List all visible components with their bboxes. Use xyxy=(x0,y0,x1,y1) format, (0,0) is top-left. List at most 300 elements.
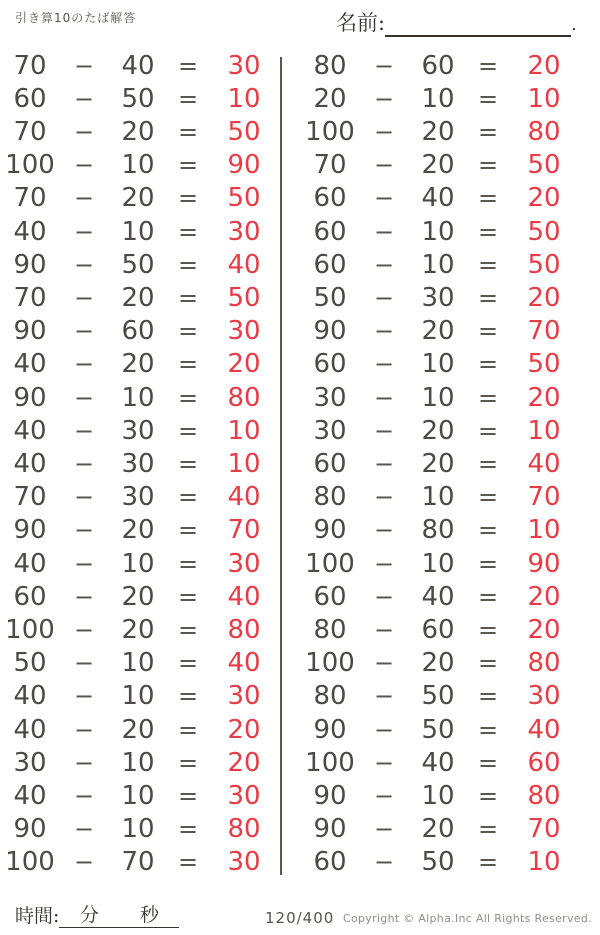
equals-icon: = xyxy=(477,383,499,412)
minuend: 80 xyxy=(313,50,347,81)
equals-icon: = xyxy=(177,450,199,479)
minus-icon: − xyxy=(373,317,395,346)
minuend: 60 xyxy=(313,349,347,380)
minus-icon: − xyxy=(373,151,395,180)
answer: 20 xyxy=(527,615,561,646)
subtrahend: 30 xyxy=(121,415,155,446)
equals-icon: = xyxy=(477,582,499,611)
subtrahend: 10 xyxy=(421,548,455,579)
answer: 80 xyxy=(527,781,561,812)
equals-icon: = xyxy=(477,450,499,479)
minus-icon: − xyxy=(73,284,95,313)
answer: 80 xyxy=(527,648,561,679)
minuend: 100 xyxy=(5,150,55,181)
subtrahend: 30 xyxy=(121,449,155,480)
answer: 20 xyxy=(527,183,561,214)
minuend: 60 xyxy=(313,581,347,612)
answer: 40 xyxy=(227,249,261,280)
problem-row xyxy=(0,348,280,381)
equals-icon: = xyxy=(177,184,199,213)
problem-row xyxy=(0,248,280,281)
equals-icon: = xyxy=(477,715,499,744)
minus-icon: − xyxy=(73,815,95,844)
problem-row xyxy=(300,182,580,215)
equals-icon: = xyxy=(177,748,199,777)
subtrahend: 20 xyxy=(121,283,155,314)
minuend: 90 xyxy=(313,714,347,745)
equals-icon: = xyxy=(177,483,199,512)
equals-icon: = xyxy=(477,682,499,711)
minuend: 90 xyxy=(13,382,47,413)
subtrahend: 40 xyxy=(421,747,455,778)
problem-row xyxy=(0,182,280,215)
answer: 50 xyxy=(527,150,561,181)
problem-row xyxy=(0,746,280,779)
answer: 20 xyxy=(227,349,261,380)
equals-icon: = xyxy=(177,616,199,645)
minuend: 90 xyxy=(313,814,347,845)
minus-icon: − xyxy=(373,450,395,479)
equals-icon: = xyxy=(177,782,199,811)
column-divider xyxy=(280,57,282,875)
problem-row xyxy=(300,348,580,381)
equals-icon: = xyxy=(177,217,199,246)
minuend: 90 xyxy=(13,316,47,347)
answer: 70 xyxy=(227,515,261,546)
minuend: 100 xyxy=(305,117,355,147)
minuend: 100 xyxy=(305,548,355,579)
time-blank-line xyxy=(59,904,179,928)
minuend: 100 xyxy=(5,615,55,646)
minus-icon: − xyxy=(373,483,395,512)
problems-column-right xyxy=(300,49,580,879)
subtrahend: 10 xyxy=(121,648,155,679)
subtrahend: 20 xyxy=(121,615,155,646)
name-blank-line xyxy=(385,13,571,37)
equals-icon: = xyxy=(177,250,199,279)
minuend: 90 xyxy=(13,814,47,845)
minus-icon: − xyxy=(373,250,395,279)
minuend: 40 xyxy=(13,349,47,380)
problem-row xyxy=(300,49,580,82)
equals-icon: = xyxy=(177,118,199,146)
answer: 20 xyxy=(527,382,561,413)
answer: 30 xyxy=(227,681,261,712)
subtrahend: 60 xyxy=(121,316,155,347)
answer: 50 xyxy=(227,117,261,147)
answer: 20 xyxy=(527,50,561,81)
minuend: 100 xyxy=(305,648,355,679)
problem-row xyxy=(0,846,280,879)
subtrahend: 60 xyxy=(421,50,455,81)
minuend: 90 xyxy=(13,249,47,280)
problem-row xyxy=(0,779,280,812)
problem-row xyxy=(0,215,280,248)
equals-icon: = xyxy=(477,748,499,777)
minus-icon: − xyxy=(73,516,95,545)
subtrahend: 30 xyxy=(121,482,155,513)
minuend: 30 xyxy=(13,747,47,778)
answer: 40 xyxy=(227,581,261,612)
problem-row xyxy=(300,547,580,580)
minus-icon: − xyxy=(73,616,95,645)
minuend: 70 xyxy=(13,482,47,513)
answer: 50 xyxy=(227,183,261,214)
answer: 10 xyxy=(527,83,561,114)
minuend: 40 xyxy=(13,415,47,446)
subtrahend: 30 xyxy=(421,283,455,314)
subtrahend: 20 xyxy=(421,150,455,181)
subtrahend: 10 xyxy=(121,781,155,812)
answer: 30 xyxy=(227,847,261,878)
minuend: 20 xyxy=(313,83,347,114)
name-line-period: . xyxy=(571,14,577,35)
subtrahend: 20 xyxy=(421,449,455,480)
minuend: 50 xyxy=(13,648,47,679)
problem-row xyxy=(0,647,280,680)
minuend: 100 xyxy=(5,847,55,878)
minus-icon: − xyxy=(73,549,95,578)
problem-row xyxy=(0,547,280,580)
problem-row xyxy=(300,315,580,348)
minus-icon: − xyxy=(373,582,395,611)
equals-icon: = xyxy=(177,649,199,678)
equals-icon: = xyxy=(177,516,199,545)
answer: 10 xyxy=(527,515,561,546)
minuend: 80 xyxy=(313,482,347,513)
minuend: 40 xyxy=(13,548,47,579)
minus-icon: − xyxy=(73,217,95,246)
answer: 90 xyxy=(227,150,261,181)
problem-row xyxy=(0,414,280,447)
minuend: 90 xyxy=(313,316,347,347)
name-field xyxy=(336,7,577,37)
equals-icon: = xyxy=(477,848,499,877)
minuend: 60 xyxy=(13,83,47,114)
problem-row xyxy=(300,381,580,414)
subtrahend: 10 xyxy=(421,83,455,114)
minus-icon: − xyxy=(73,317,95,346)
problem-row xyxy=(300,613,580,646)
subtrahend: 20 xyxy=(121,117,155,147)
equals-icon: = xyxy=(477,549,499,578)
minus-icon: − xyxy=(73,383,95,412)
equals-icon: = xyxy=(177,84,199,113)
answer: 90 xyxy=(527,548,561,579)
minuend: 80 xyxy=(313,615,347,646)
problem-row xyxy=(300,215,580,248)
problem-row xyxy=(300,447,580,480)
equals-icon: = xyxy=(477,416,499,445)
minus-icon: − xyxy=(373,649,395,678)
minus-icon: − xyxy=(73,682,95,711)
problem-row xyxy=(0,315,280,348)
minuend: 70 xyxy=(13,117,47,147)
problem-row xyxy=(300,414,580,447)
minus-icon: − xyxy=(373,616,395,645)
problem-row xyxy=(300,149,580,182)
minus-icon: − xyxy=(373,350,395,379)
problem-row xyxy=(0,514,280,547)
worksheet-title: 引き算10のたば解答 xyxy=(15,11,137,25)
problem-row xyxy=(0,613,280,646)
problem-row xyxy=(0,713,280,746)
minuend: 60 xyxy=(313,183,347,214)
equals-icon: = xyxy=(177,815,199,844)
equals-icon: = xyxy=(177,284,199,313)
answer: 50 xyxy=(527,249,561,280)
minuend: 40 xyxy=(13,216,47,247)
problem-row xyxy=(300,82,580,115)
answer: 80 xyxy=(227,814,261,845)
subtrahend: 20 xyxy=(421,814,455,845)
minus-icon: − xyxy=(73,782,95,811)
minuend: 70 xyxy=(13,50,47,81)
problem-row xyxy=(0,115,280,148)
problem-row xyxy=(0,49,280,82)
answer: 80 xyxy=(527,117,561,147)
minuend: 40 xyxy=(13,681,47,712)
answer: 30 xyxy=(227,316,261,347)
subtrahend: 10 xyxy=(121,150,155,181)
equals-icon: = xyxy=(177,383,199,412)
answer: 30 xyxy=(527,681,561,712)
answer: 40 xyxy=(527,714,561,745)
minuend: 60 xyxy=(313,847,347,878)
minus-icon: − xyxy=(373,184,395,213)
minuend: 30 xyxy=(313,415,347,446)
subtrahend: 50 xyxy=(121,249,155,280)
answer: 60 xyxy=(527,747,561,778)
equals-icon: = xyxy=(177,848,199,877)
minuend: 50 xyxy=(313,283,347,314)
answer: 70 xyxy=(527,482,561,513)
minus-icon: − xyxy=(373,748,395,777)
subtrahend: 10 xyxy=(121,216,155,247)
subtrahend: 20 xyxy=(421,648,455,679)
minuend: 90 xyxy=(313,515,347,546)
subtrahend: 80 xyxy=(421,515,455,546)
subtrahend: 10 xyxy=(121,747,155,778)
problem-row xyxy=(300,713,580,746)
subtrahend: 40 xyxy=(121,50,155,81)
minuend: 40 xyxy=(13,449,47,480)
problem-row xyxy=(300,481,580,514)
subtrahend: 50 xyxy=(421,681,455,712)
minus-icon: − xyxy=(73,649,95,678)
answer: 10 xyxy=(227,415,261,446)
equals-icon: = xyxy=(477,184,499,213)
problems-column-left xyxy=(0,49,280,879)
answer: 40 xyxy=(227,648,261,679)
minus-icon: − xyxy=(373,284,395,313)
problem-row xyxy=(300,248,580,281)
subtrahend: 20 xyxy=(121,183,155,214)
subtrahend: 10 xyxy=(421,249,455,280)
problem-row xyxy=(0,481,280,514)
subtrahend: 20 xyxy=(421,117,455,147)
minus-icon: − xyxy=(73,184,95,213)
minus-icon: − xyxy=(73,84,95,113)
subtrahend: 50 xyxy=(121,83,155,114)
answer: 10 xyxy=(527,415,561,446)
subtrahend: 60 xyxy=(421,615,455,646)
problem-row xyxy=(300,813,580,846)
problem-row xyxy=(300,514,580,547)
minus-icon: − xyxy=(73,51,95,80)
subtrahend: 20 xyxy=(421,316,455,347)
minuend: 30 xyxy=(313,382,347,413)
time-field xyxy=(15,901,179,928)
minuend: 70 xyxy=(313,150,347,181)
answer: 10 xyxy=(527,847,561,878)
answer: 30 xyxy=(227,50,261,81)
subtrahend: 40 xyxy=(421,581,455,612)
page-number: 120/400 xyxy=(265,909,335,927)
problem-row xyxy=(0,149,280,182)
equals-icon: = xyxy=(477,151,499,180)
minuend: 60 xyxy=(313,249,347,280)
name-label: 名前: xyxy=(336,11,386,35)
answer: 40 xyxy=(227,482,261,513)
problem-row xyxy=(300,281,580,314)
equals-icon: = xyxy=(477,516,499,545)
equals-icon: = xyxy=(477,51,499,80)
equals-icon: = xyxy=(177,51,199,80)
minuend: 90 xyxy=(313,781,347,812)
copyright-notice: Copyright © Alpha.Inc All Rights Reserved. xyxy=(343,912,592,925)
answer: 20 xyxy=(227,747,261,778)
minus-icon: − xyxy=(73,450,95,479)
answer: 30 xyxy=(227,216,261,247)
minus-icon: − xyxy=(373,118,395,146)
minus-icon: − xyxy=(373,682,395,711)
subtrahend: 50 xyxy=(421,714,455,745)
equals-icon: = xyxy=(477,250,499,279)
answer: 50 xyxy=(227,283,261,314)
problems-area xyxy=(0,49,600,879)
minus-icon: − xyxy=(373,782,395,811)
problem-row xyxy=(300,115,580,148)
subtrahend: 10 xyxy=(421,482,455,513)
seconds-label: 秒 xyxy=(139,904,159,926)
answer: 30 xyxy=(227,781,261,812)
answer: 20 xyxy=(527,283,561,314)
minuend: 90 xyxy=(13,515,47,546)
answer: 70 xyxy=(527,814,561,845)
problem-row xyxy=(0,580,280,613)
problem-row xyxy=(0,813,280,846)
answer: 30 xyxy=(227,548,261,579)
minuend: 70 xyxy=(13,183,47,214)
minutes-label: 分 xyxy=(79,904,99,926)
problem-row xyxy=(0,680,280,713)
equals-icon: = xyxy=(477,782,499,811)
subtrahend: 20 xyxy=(421,415,455,446)
minuend: 40 xyxy=(13,781,47,812)
subtrahend: 20 xyxy=(121,349,155,380)
minus-icon: − xyxy=(73,582,95,611)
minus-icon: − xyxy=(373,51,395,80)
subtrahend: 70 xyxy=(121,847,155,878)
equals-icon: = xyxy=(477,118,499,146)
subtrahend: 10 xyxy=(121,382,155,413)
minuend: 60 xyxy=(13,581,47,612)
problem-row xyxy=(300,746,580,779)
minus-icon: − xyxy=(373,383,395,412)
problem-row xyxy=(0,281,280,314)
answer: 80 xyxy=(227,615,261,646)
minuend: 40 xyxy=(13,714,47,745)
minus-icon: − xyxy=(373,516,395,545)
problem-row xyxy=(300,680,580,713)
minus-icon: − xyxy=(73,848,95,877)
equals-icon: = xyxy=(177,151,199,180)
answer: 80 xyxy=(227,382,261,413)
minus-icon: − xyxy=(73,118,95,146)
minus-icon: − xyxy=(73,350,95,379)
minus-icon: − xyxy=(373,84,395,113)
answer: 50 xyxy=(527,216,561,247)
equals-icon: = xyxy=(177,582,199,611)
answer: 10 xyxy=(227,449,261,480)
subtrahend: 10 xyxy=(121,681,155,712)
subtrahend: 20 xyxy=(121,714,155,745)
minuend: 100 xyxy=(305,747,355,778)
equals-icon: = xyxy=(477,616,499,645)
subtrahend: 10 xyxy=(421,349,455,380)
minus-icon: − xyxy=(373,217,395,246)
minus-icon: − xyxy=(373,815,395,844)
equals-icon: = xyxy=(477,350,499,379)
subtrahend: 20 xyxy=(121,581,155,612)
equals-icon: = xyxy=(177,416,199,445)
equals-icon: = xyxy=(477,483,499,512)
equals-icon: = xyxy=(477,815,499,844)
problem-row xyxy=(0,447,280,480)
minus-icon: − xyxy=(73,151,95,180)
answer: 20 xyxy=(527,581,561,612)
minus-icon: − xyxy=(73,250,95,279)
equals-icon: = xyxy=(477,284,499,313)
subtrahend: 20 xyxy=(121,515,155,546)
problem-row xyxy=(300,779,580,812)
time-label: 時間: xyxy=(15,905,60,927)
equals-icon: = xyxy=(177,549,199,578)
answer: 50 xyxy=(527,349,561,380)
answer: 20 xyxy=(227,714,261,745)
minuend: 60 xyxy=(313,216,347,247)
minus-icon: − xyxy=(373,848,395,877)
subtrahend: 40 xyxy=(421,183,455,214)
equals-icon: = xyxy=(177,317,199,346)
problem-row xyxy=(300,647,580,680)
equals-icon: = xyxy=(477,217,499,246)
answer: 70 xyxy=(527,316,561,347)
equals-icon: = xyxy=(177,350,199,379)
minus-icon: − xyxy=(373,715,395,744)
problem-row xyxy=(0,381,280,414)
minus-icon: − xyxy=(373,549,395,578)
subtrahend: 10 xyxy=(421,781,455,812)
equals-icon: = xyxy=(477,84,499,113)
equals-icon: = xyxy=(477,649,499,678)
minus-icon: − xyxy=(73,748,95,777)
subtrahend: 50 xyxy=(421,847,455,878)
subtrahend: 10 xyxy=(421,382,455,413)
minus-icon: − xyxy=(73,416,95,445)
equals-icon: = xyxy=(177,682,199,711)
